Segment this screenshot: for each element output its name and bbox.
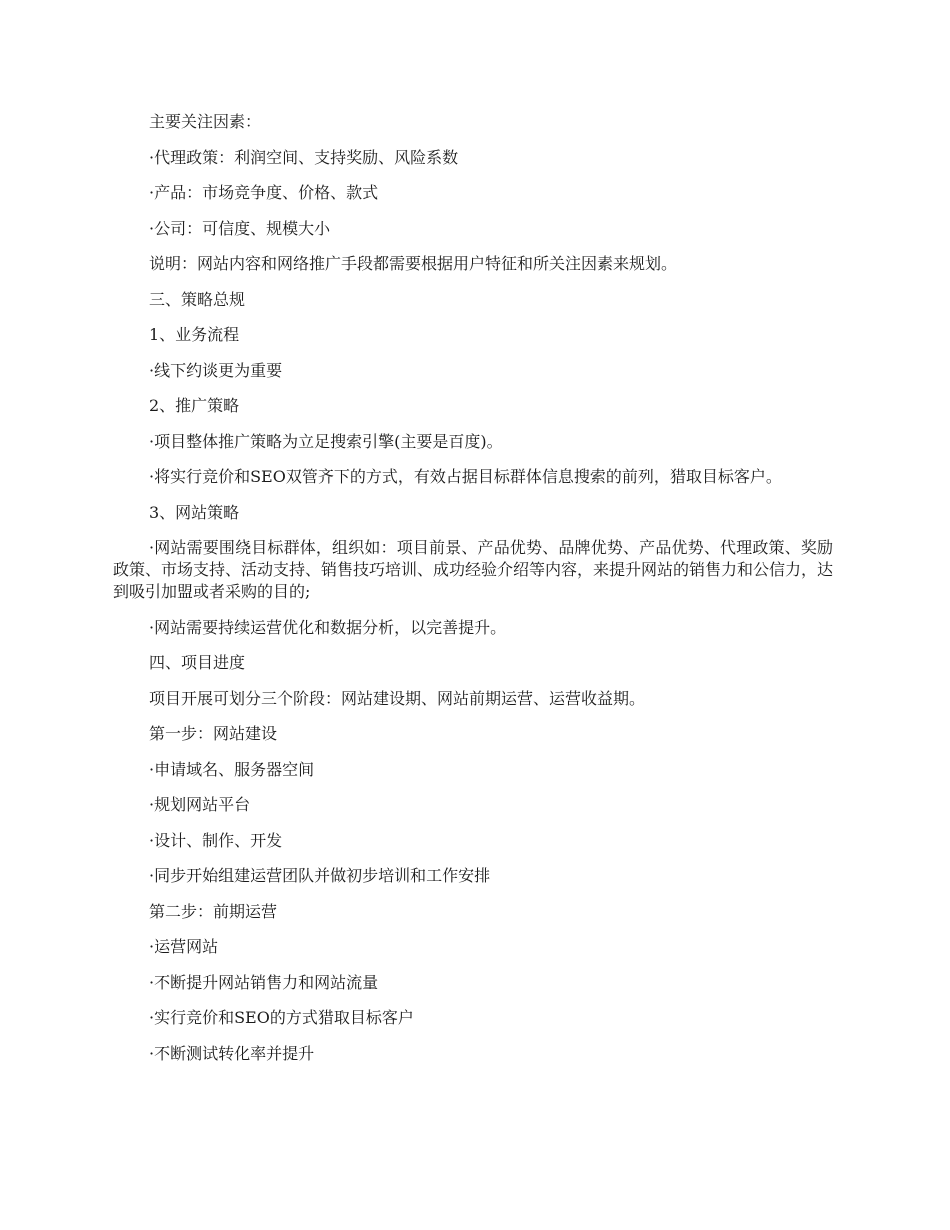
document-body	[113, 111, 833, 1078]
paragraph-key-factors-heading: 主要关注因素：	[149, 112, 262, 131]
paragraph-search-engine: ·项目整体推广策略为立足搜索引擎(主要是百度)。	[149, 431, 503, 451]
section-heading-progress: 四、项目进度	[149, 653, 246, 672]
list-item-domain: ·申请域名、服务器空间	[149, 759, 315, 779]
list-item-bidding-seo: ·实行竞价和SEO的方式猎取目标客户	[149, 1008, 414, 1027]
paragraph-agent-policy: ·代理政策：利润空间、支持奖励、风险系数	[149, 147, 459, 167]
list-item-conversion-test: ·不断测试转化率并提升	[149, 1043, 315, 1063]
list-item-build-team: ·同步开始组建运营团队并做初步培训和工作安排	[149, 866, 491, 885]
paragraph-bidding-seo: ·将实行竞价和SEO双管齐下的方式，有效占据目标群体信息搜索的前列，猎取目标客户。	[149, 467, 782, 486]
subheading-business-process: 1、业务流程	[149, 325, 240, 344]
paragraph-offline-meeting: ·线下约谈更为重要	[149, 360, 283, 380]
paragraph-explanation: 说明：网站内容和网络推广手段都需要根据用户特征和所关注因素来规划。	[149, 254, 678, 273]
paragraph-three-phases: 项目开展可划分三个阶段：网站建设期、网站前期运营、运营收益期。	[149, 688, 646, 708]
list-item-design-develop: ·设计、制作、开发	[149, 830, 283, 850]
paragraph-continuous-optimization: ·网站需要持续运营优化和数据分析，以完善提升。	[149, 617, 507, 637]
subheading-promotion-strategy: 2、推广策略	[149, 396, 240, 415]
subheading-website-strategy: 3、网站策略	[149, 502, 240, 522]
paragraph-product: ·产品：市场竞争度、价格、款式	[149, 183, 379, 202]
subheading-step-two: 第二步：前期运营	[149, 901, 278, 921]
list-item-operate-site: ·运营网站	[149, 937, 219, 956]
section-heading-strategy: 三、策略总规	[149, 289, 246, 309]
paragraph-website-content: ·网站需要围绕目标群体，组织如：项目前景、产品优势、品牌优势、产品优势、代理政策、奖励政策、市场支持、活动支持、销售技巧培训、成功经验介绍等内容，来提升网站的销售力和公信力，达到吸引加盟或者采购的目的;	[113, 538, 834, 601]
subheading-step-one: 第一步：网站建设	[149, 724, 278, 743]
list-item-plan-platform: ·规划网站平台	[149, 795, 251, 814]
list-item-improve-traffic: ·不断提升网站销售力和网站流量	[149, 972, 379, 992]
paragraph-company: ·公司：可信度、规模大小	[149, 218, 331, 238]
